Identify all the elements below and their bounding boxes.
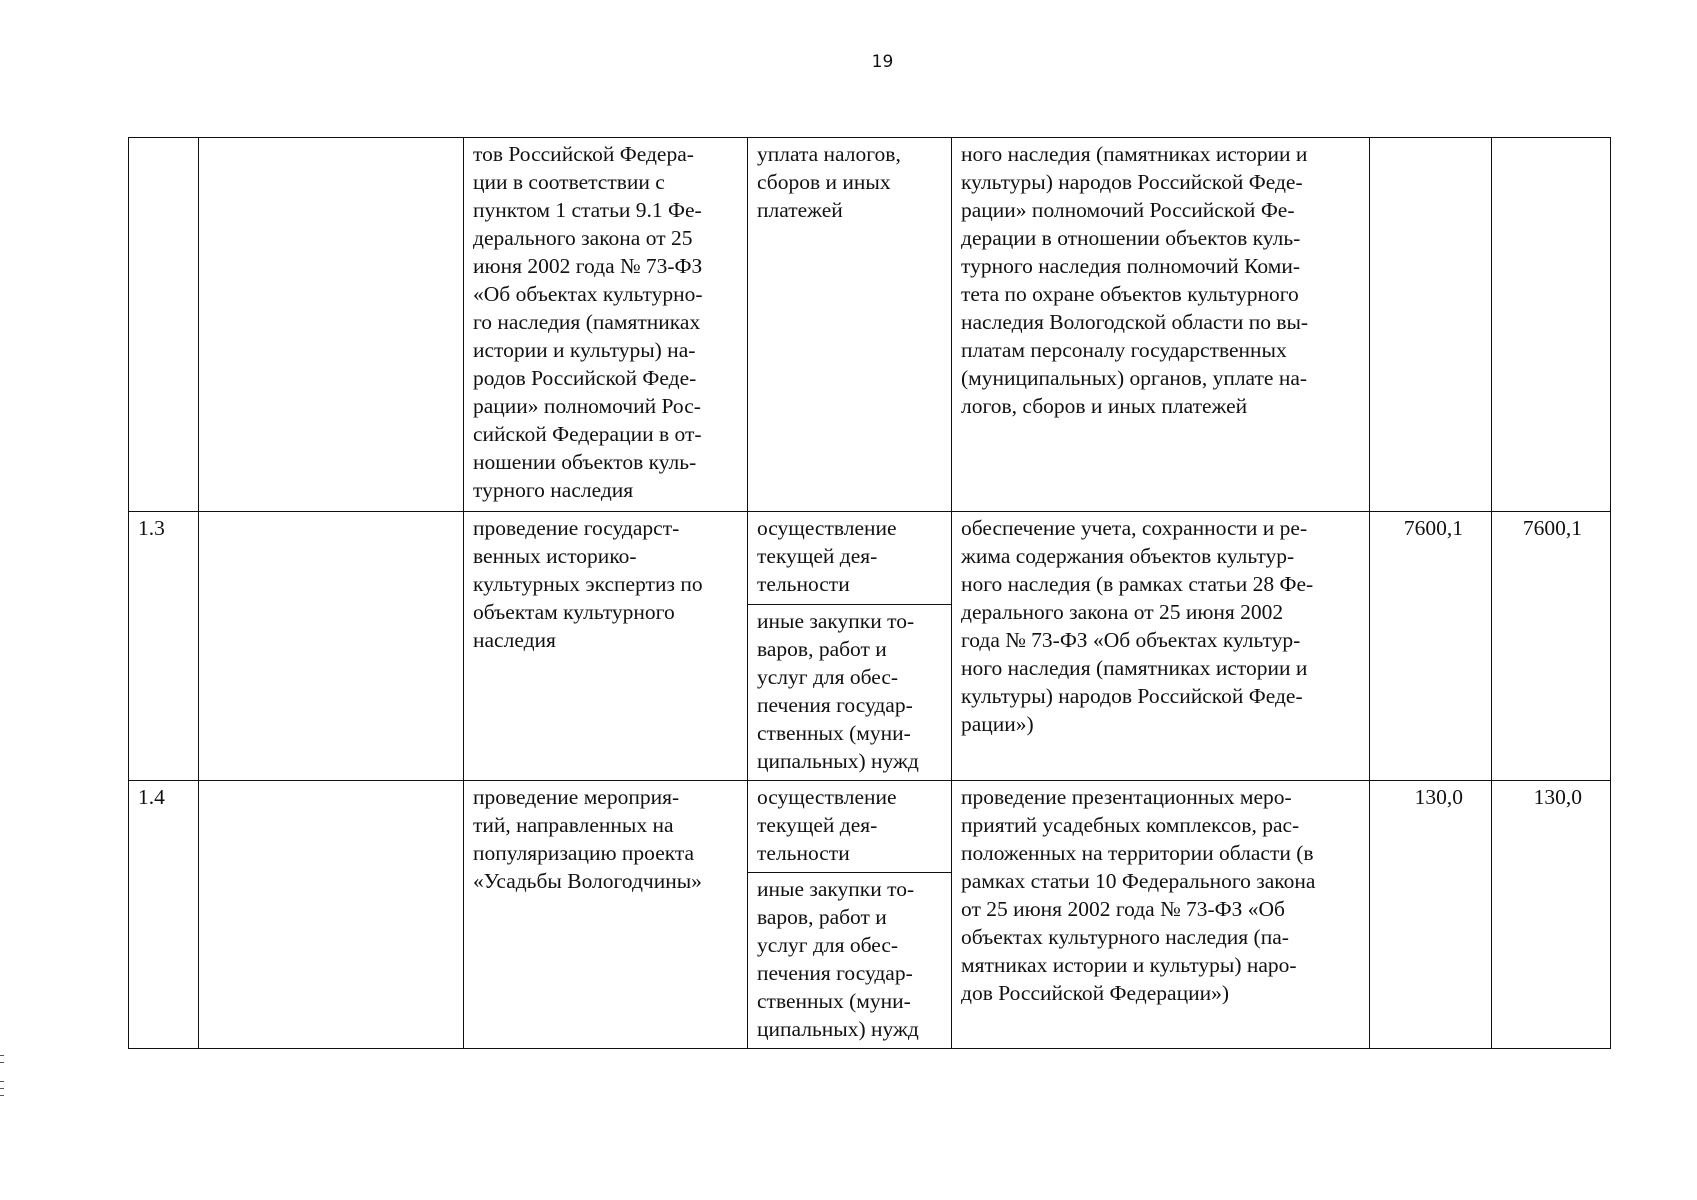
event-cell: проведение государст- венных историко- культурных экспертиз по объектам культурного наследия xyxy=(464,512,748,781)
row-number-cell: 1.4 xyxy=(129,781,199,1049)
document-table xyxy=(128,137,1611,1049)
scan-edge-mark xyxy=(0,1088,4,1089)
scan-edge-mark xyxy=(0,1055,4,1056)
value-cell-1: 7600,1 xyxy=(1370,512,1492,781)
value-cell-2: 7600,1 xyxy=(1492,512,1611,781)
table-row xyxy=(129,512,1611,605)
table-row xyxy=(129,781,1611,873)
table-row xyxy=(129,138,1611,512)
direction-cell-secondary: иные закупки то- варов, работ и услуг для обес- печения государ- ственных (муни- ципальных) нужд xyxy=(748,605,952,781)
value-cell-1: 130,0 xyxy=(1370,781,1492,1049)
direction-cell: осуществление текущей дея- тельности xyxy=(748,512,952,605)
event-cell: тов Российской Федера- ции в соответствии с пунктом 1 статьи 9.1 Фе- дерального закона от 25 июня 2002 года № 73-ФЗ «Об объектах культурно- го наследия (памятниках истории и культуры) на- родов Российской Феде- рации» полномочий Рос- сийской Федерации в от- ношении объектов куль- турного наследия xyxy=(464,138,748,512)
page-number: 19 xyxy=(871,52,894,72)
empty-cell xyxy=(199,512,464,781)
value-cell-2: 130,0 xyxy=(1492,781,1611,1049)
empty-cell xyxy=(199,138,464,512)
result-cell: проведение презентационных меро- приятий усадебных комплексов, рас- положенных на территории области (в рамках статьи 10 Федерального закона от 25 июня 2002 года № 73-ФЗ «Об объектах культурного наследия (па- мятниках истории и культуры) наро- дов Российской Федерации») xyxy=(952,781,1370,1049)
result-cell: обеспечение учета, сохранности и ре- жима содержания объектов культур- ного наследия (в рамках статьи 28 Фе- дерального закона от 25 июня 2002 года № 73-ФЗ «Об объектах культур- ного наследия (памятниках истории и культуры) народов Российской Феде- рации») xyxy=(952,512,1370,781)
scan-edge-mark xyxy=(0,1081,4,1082)
row-number-cell xyxy=(129,138,199,512)
scan-edge-mark xyxy=(0,1062,4,1063)
empty-cell xyxy=(199,781,464,1049)
direction-cell: осуществление текущей дея- тельности xyxy=(748,781,952,873)
value-cell-2 xyxy=(1492,138,1611,512)
result-cell: ного наследия (памятниках истории и культуры) народов Российской Феде- рации» полномочий Российской Фе- дерации в отношении объектов куль- турного наследия полномочий Коми- тета по охране объектов культурного наследия Вологодской области по вы- платам персоналу государственных (муниципальных) органов, уплате на- логов, сборов и иных платежей xyxy=(952,138,1370,512)
direction-cell-secondary: иные закупки то- варов, работ и услуг для обес- печения государ- ственных (муни- ципальных) нужд xyxy=(748,873,952,1049)
row-number-cell: 1.3 xyxy=(129,512,199,781)
direction-cell: уплата налогов, сборов и иных платежей xyxy=(748,138,952,512)
event-cell: проведение мероприя- тий, направленных на популяризацию проекта «Усадьбы Вологодчины» xyxy=(464,781,748,1049)
scan-edge-mark xyxy=(0,1095,4,1096)
value-cell-1 xyxy=(1370,138,1492,512)
